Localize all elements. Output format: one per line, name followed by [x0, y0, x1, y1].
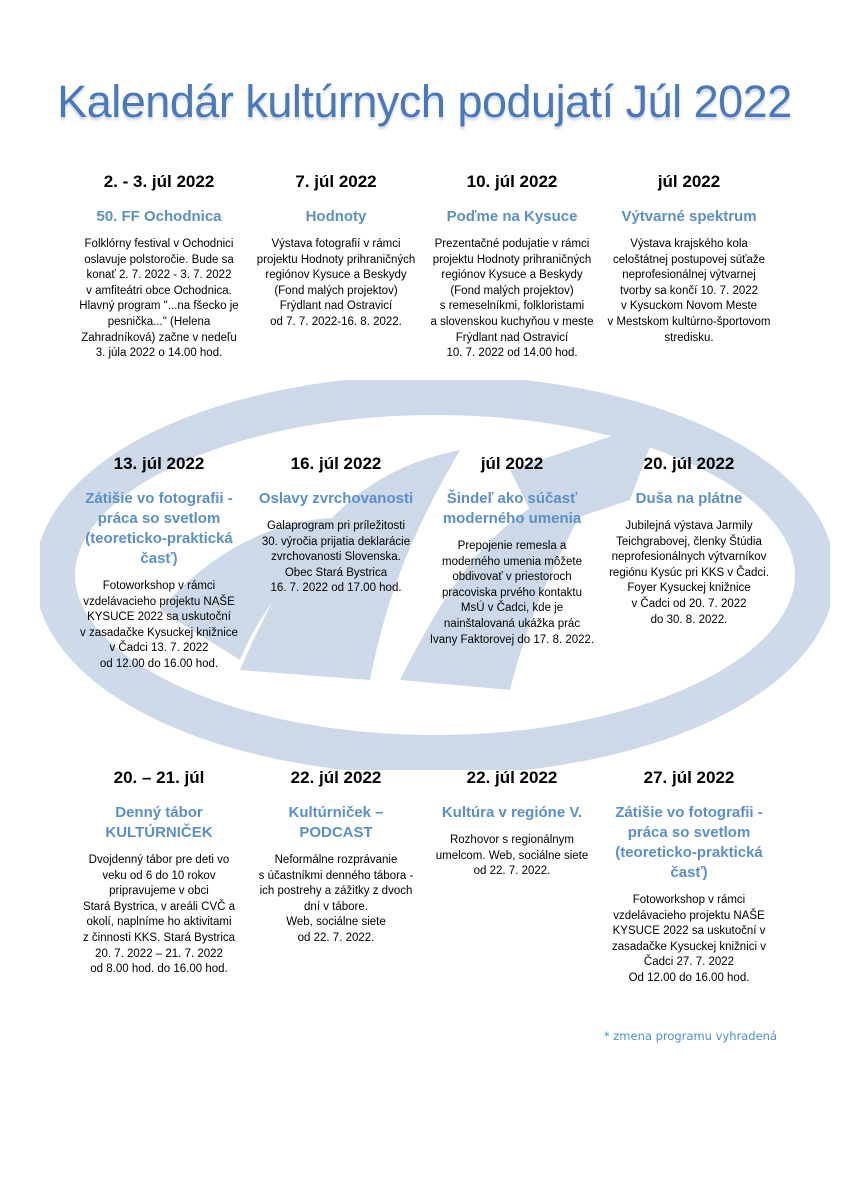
event-card [67, 453, 251, 673]
event-card [244, 767, 428, 947]
event-date: 22. júl 2022 [290, 768, 382, 787]
event-date: 22. júl 2022 [466, 768, 558, 787]
event-date: 20. júl 2022 [643, 454, 735, 473]
event-date: 13. júl 2022 [113, 454, 205, 473]
event-card [597, 453, 781, 628]
event-date: júl 2022 [480, 454, 544, 473]
event-description: Fotoworkshop v rámci vzdelávacieho projektu NAŠE KYSUCE 2022 sa uskutoční v zasadačke Kysuckej knižnice v Čadci 13. 7. 2022 od 12.00 do 16.00 hod. [80, 580, 238, 670]
event-description: Rozhovor s regionálnym umelcom. Web, sociálne siete od 22. 7. 2022. [435, 834, 589, 878]
event-name: Hodnoty [305, 208, 367, 225]
event-card [420, 453, 604, 648]
event-name: Denný tábor KULTÚRNIČEK [105, 804, 213, 841]
event-description: Dvojdenný tábor pre deti vo veku od 6 do 10 rokov pripravujeme v obci Stará Bystrica, v areáli CVČ a okolí, naplníme ho aktivitami z činnosti KKS. Stará Bystrica 20. 7. 2022 – 21. 7. 2022 od 8.00 hod. do 16.00 hod. [82, 854, 236, 976]
event-name: Šindeľ ako súčasť moderného umenia [442, 490, 582, 527]
event-card [244, 453, 428, 597]
event-description: Jubilejná výstava Jarmily Teichgrabovej, členky Štúdia neprofesionálnych výtvarníkov regiónu Kysúc pri KKS v Čadci. Foyer Kysuckej knižnice v Čadci od 20. 7. 2022 do 30. 8. 2022. [609, 520, 769, 626]
event-name: Zátišie vo fotografii - práca so svetlom (teoreticko-praktická časť) [85, 490, 233, 567]
event-card [420, 171, 604, 362]
event-card [244, 171, 428, 331]
event-description: Prezentačné podujatie v rámci projektu Hodnoty prihraničných regiónov Kysuce a Beskydy (Fond malých projektov) s remeselníkmi, folkloristami a slovenskou kuchyňou v meste Frýdlant nad Ostravicí 10. 7. 2022 od 14.00 hod. [430, 238, 594, 360]
event-name: Oslavy zvrchovanosti [258, 490, 414, 507]
event-card [597, 171, 781, 346]
event-description: Folklórny festival v Ochodnici oslavuje polstoročie. Bude sa konať 2. 7. 2022 - 3. 7. 2022 v amfiteátri obce Ochodnica. Hlavný program "...na fšecko je pesnička..." (Helena Zahradníková) začne v nedeľu 3. júla 2022 o 14.00 hod. [79, 238, 239, 360]
event-date: 16. júl 2022 [290, 454, 382, 473]
event-card [420, 767, 604, 880]
event-name: Kultúra v regióne V. [441, 804, 583, 821]
event-name: Výtvarné spektrum [621, 208, 757, 225]
event-description: Fotoworkshop v rámci vzdelávacieho projektu NAŠE KYSUCE 2022 sa uskutoční v zasadačke Kysuckej knižnici v Čadci 27. 7. 2022 Od 12.00 do 16.00 hod. [611, 894, 767, 984]
event-name: Poďme na Kysuce [446, 208, 578, 225]
event-description: Prepojenie remesla a moderného umenia môžete obdivovať v priestoroch pracoviska prvého kontaktu MsÚ v Čadci, kde je nainštalovaná ukážka prác Ivany Faktorovej do 17. 8. 2022. [429, 540, 595, 646]
event-name: Zátišie vo fotografii - práca so svetlom (teoreticko-praktická časť) [615, 804, 763, 881]
event-date: júl 2022 [657, 172, 721, 191]
event-description: Výstava fotografií v rámci projektu Hodnoty prihraničných regiónov Kysuce a Beskydy (Fond malých projektov) Frýdlant nad Ostravicí od 7. 7. 2022-16. 8. 2022. [256, 238, 416, 328]
event-card [597, 767, 781, 987]
event-card [67, 767, 251, 978]
event-description: Neformálne rozprávanie s účastníkmi denného tábora - ich postrehy a zážitky z dvoch dní v tábore. Web, sociálne siete od 22. 7. 2022. [258, 854, 414, 944]
footnote: * zmena programu vyhradená [603, 1029, 777, 1043]
page-title: Kalendár kultúrnych podujatí Júl 2022 [57, 76, 792, 127]
event-description: Galaprogram pri príležitosti 30. výročia prijatia deklarácie zvrchovanosti Slovenska. Obec Stará Bystrica 16. 7. 2022 od 17.00 hod. [261, 520, 411, 595]
event-date: 2. - 3. júl 2022 [103, 172, 215, 191]
event-card [67, 171, 251, 362]
event-date: 7. júl 2022 [295, 172, 377, 191]
event-date: 27. júl 2022 [643, 768, 735, 787]
event-description: Výstava krajského kola celoštátnej postupovej súťaže neprofesionálnej výtvarnej tvorby sa končí 10. 7. 2022 v Kysuckom Novom Meste v Mestskom kultúrno-športovom stredisku. [607, 238, 771, 344]
event-name: Kultúrniček – PODCAST [288, 804, 384, 841]
event-date: 20. – 21. júl [113, 768, 205, 787]
event-name: Duša na plátne [635, 490, 743, 507]
event-name: 50. FF Ochodnica [96, 208, 222, 225]
event-date: 10. júl 2022 [466, 172, 558, 191]
